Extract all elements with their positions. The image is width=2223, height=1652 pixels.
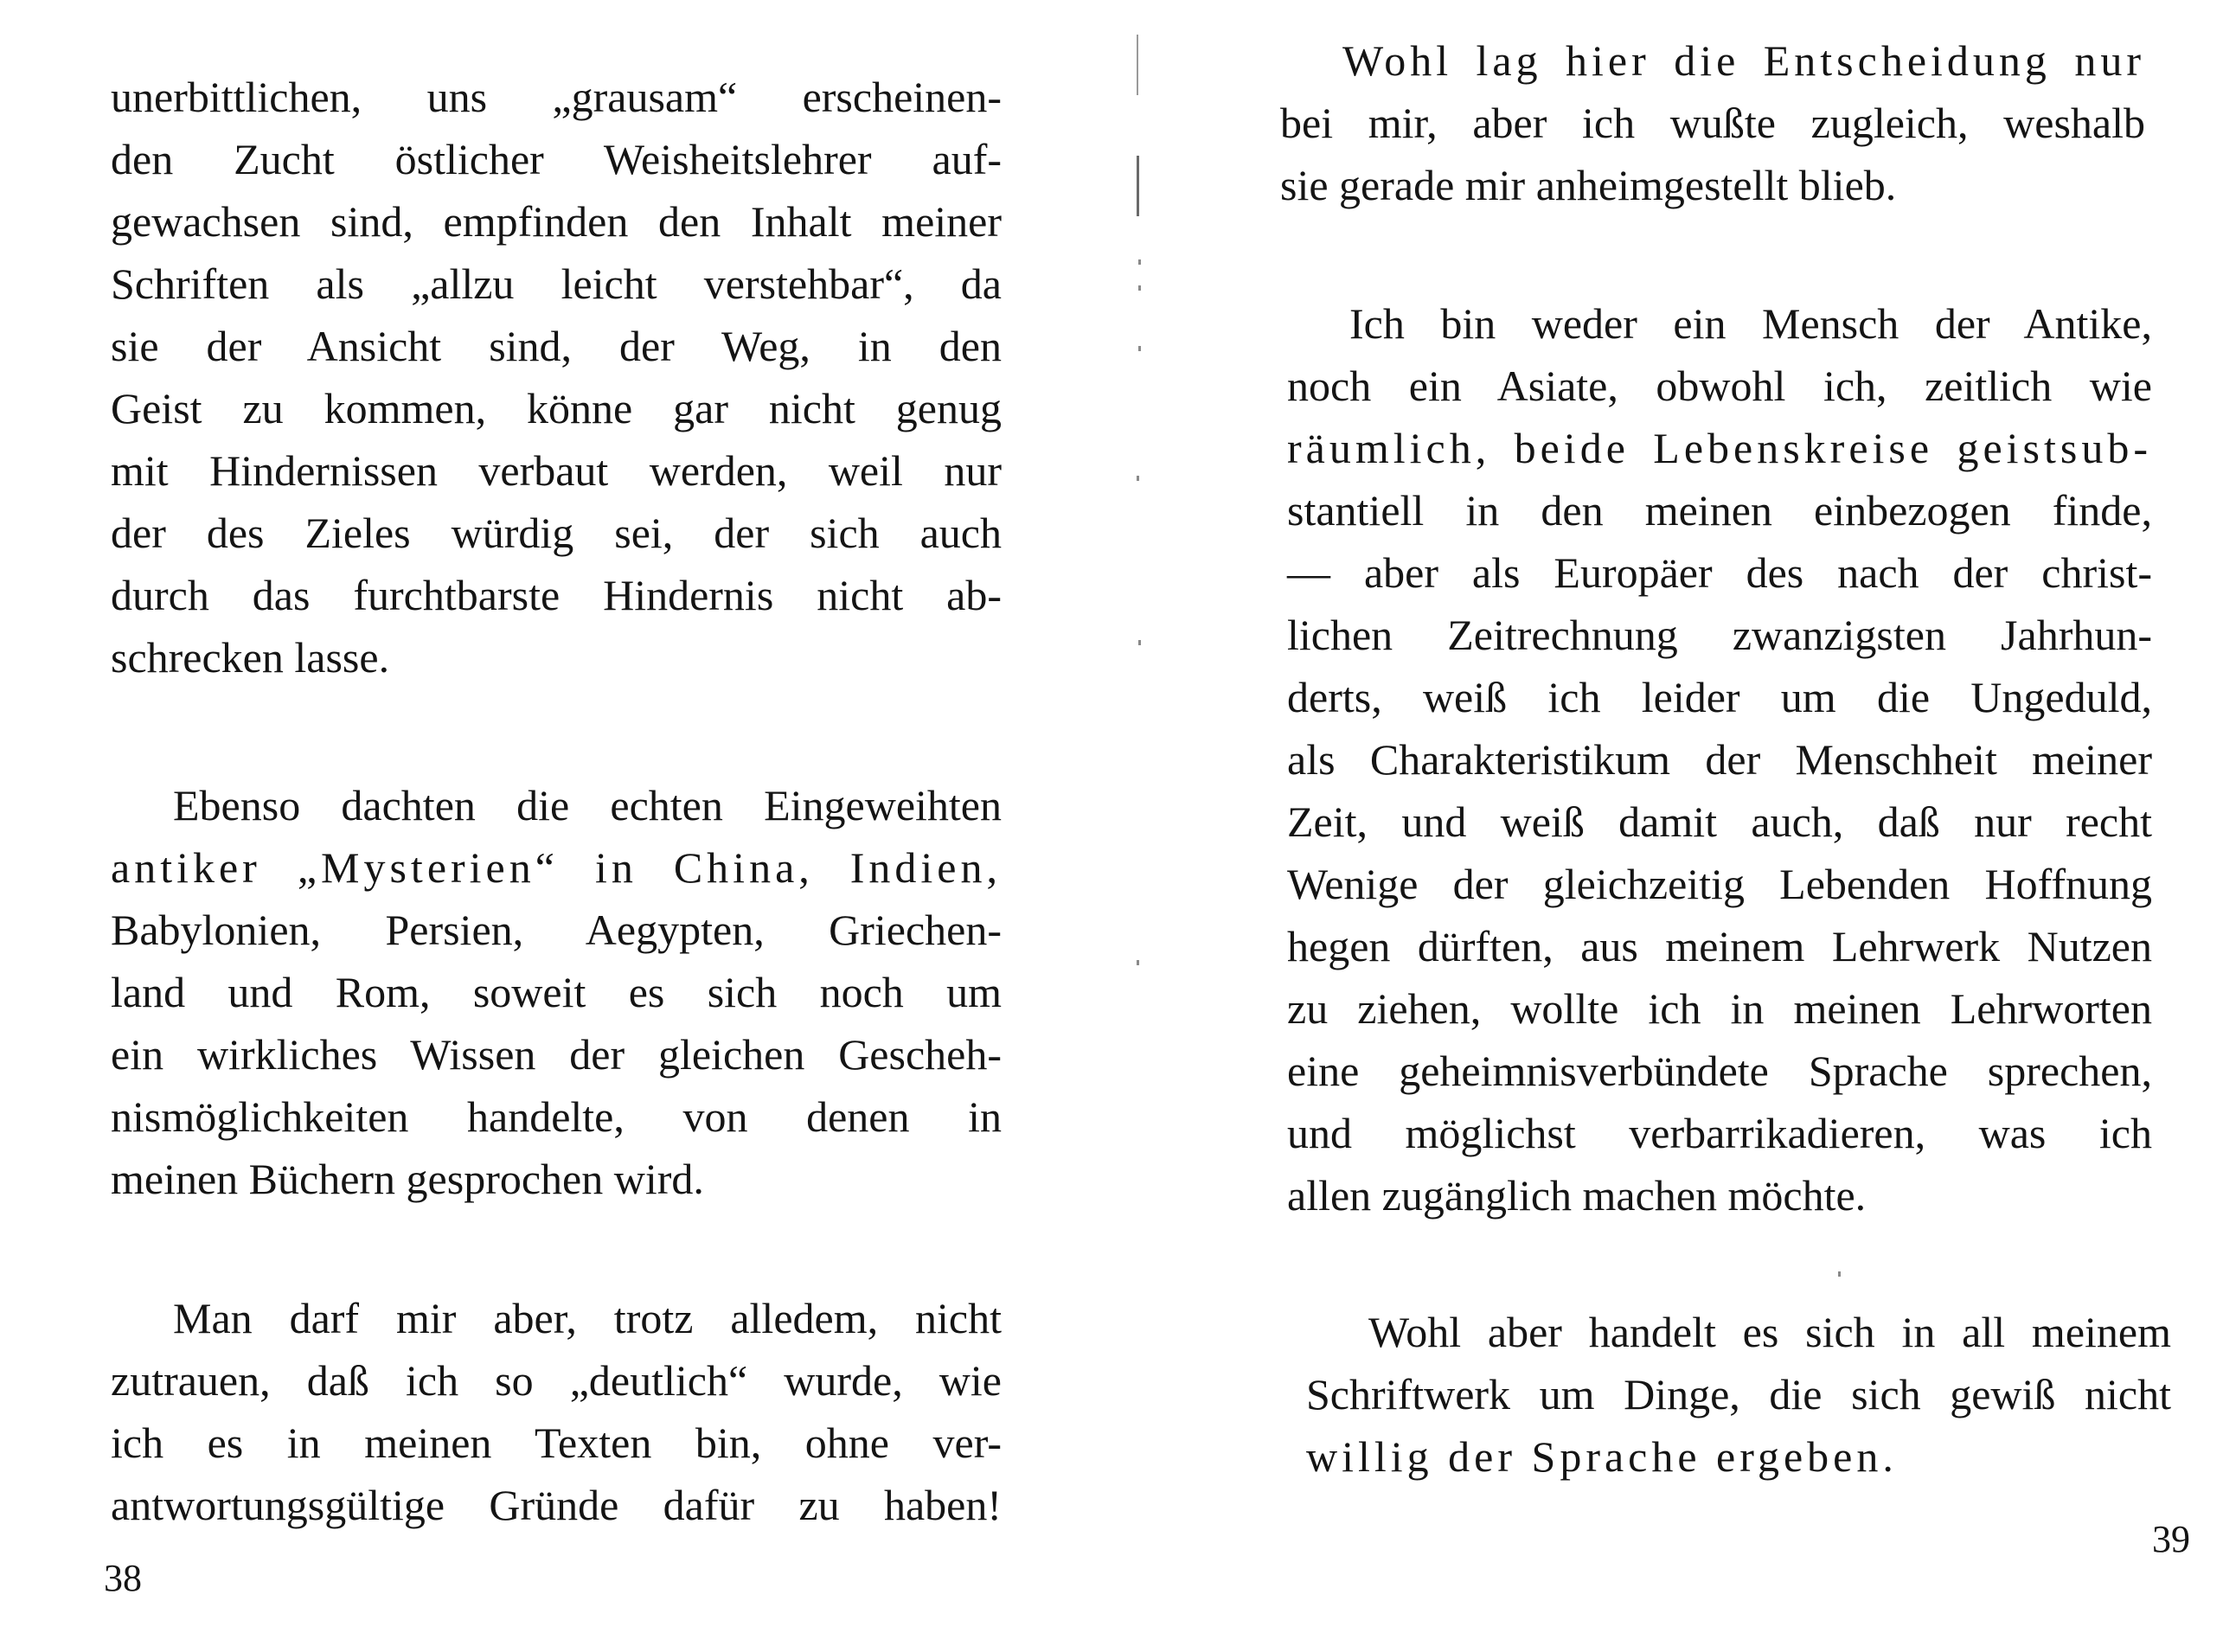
text-line: meinen Büchern gesprochen wird.	[111, 1155, 704, 1203]
text-line: als Charakteristikum der Menschheit meiner	[1287, 735, 2152, 784]
left-paragraph-1	[111, 66, 1002, 688]
text-line: und möglichst verbarrikadieren, was ich	[1287, 1109, 2152, 1157]
stray-dot	[1838, 1271, 1841, 1277]
text-line: Geist zu kommen, könne gar nicht genug	[111, 384, 1002, 432]
text-line: eine geheimnisverbündete Sprache sprechen,	[1287, 1047, 2152, 1095]
text-line: Man darf mir aber, trotz alledem, nicht	[173, 1294, 1002, 1342]
right-paragraph-2	[1287, 292, 2152, 1226]
text-line: sie der Ansicht sind, der Weg, in den	[111, 322, 1002, 370]
text-line: Wenige der gleichzeitig Lebenden Hoffnung	[1287, 860, 2152, 908]
text-line: derts, weiß ich leider um die Ungeduld,	[1287, 673, 2152, 721]
text-line: räumlich, beide Lebenskreise geistsub-	[1287, 424, 2152, 472]
text-line: willig der Sprache ergeben.	[1306, 1432, 1898, 1481]
left-paragraph-3	[111, 1287, 1002, 1536]
text-line: Babylonien, Persien, Aegypten, Griechen-	[111, 906, 1002, 954]
text-line: ein wirkliches Wissen der gleichen Gescheh-	[111, 1030, 1002, 1079]
page-number-left: 38	[104, 1557, 142, 1599]
text-line: sie gerade mir anheimgestellt blieb.	[1280, 161, 1897, 209]
text-line: antwortungsgültige Gründe dafür zu haben!	[111, 1481, 1002, 1529]
text-line: bei mir, aber ich wußte zugleich, weshalb	[1280, 99, 2145, 147]
text-line: Wohl lag hier die Entscheidung nur	[1342, 36, 2145, 85]
text-line: Zeit, und weiß damit auch, daß nur recht	[1287, 797, 2152, 846]
text-line: ich es in meinen Texten bin, ohne ver-	[111, 1418, 1002, 1467]
text-line: Wohl aber handelt es sich in all meinem	[1368, 1308, 2171, 1356]
text-line: antiker „Mysterien“ in China, Indien,	[111, 843, 1002, 892]
text-line: allen zugänglich machen möchte.	[1287, 1171, 1867, 1220]
text-line: mit Hindernissen verbaut werden, weil nur	[111, 446, 1002, 495]
right-paragraph-3	[1306, 1301, 2171, 1488]
right-page	[1124, 0, 2223, 1652]
text-line: durch das furchtbarste Hindernis nicht ab-	[111, 571, 1002, 619]
text-line: hegen dürften, aus meinem Lehrwerk Nutzen	[1287, 922, 2152, 970]
text-line: Ich bin weder ein Mensch der Antike,	[1349, 299, 2152, 348]
text-line: noch ein Asiate, obwohl ich, zeitlich wie	[1287, 362, 2152, 410]
text-line: Schriften als „allzu leicht verstehbar“, da	[111, 259, 1002, 308]
text-line: Ebenso dachten die echten Eingeweihten	[173, 781, 1002, 829]
left-paragraph-2	[111, 774, 1002, 1210]
text-line: der des Zieles würdig sei, der sich auch	[111, 509, 1002, 557]
right-paragraph-1	[1280, 29, 2145, 216]
text-line: unerbittlichen, uns „grausam“ erscheinen-	[111, 73, 1002, 121]
text-line: Schriftwerk um Dinge, die sich gewiß nicht	[1306, 1370, 2171, 1418]
text-line: schrecken lasse.	[111, 633, 390, 682]
text-line: zu ziehen, wollte ich in meinen Lehrworten	[1287, 984, 2152, 1033]
page-number-right: 39	[2152, 1518, 2190, 1560]
text-line: den Zucht östlicher Weisheitslehrer auf-	[111, 135, 1002, 183]
text-line: lichen Zeitrechnung zwanzigsten Jahrhun-	[1287, 611, 2152, 659]
text-line: nismöglichkeiten handelte, von denen in	[111, 1092, 1002, 1141]
text-line: stantiell in den meinen einbezogen finde,	[1287, 486, 2152, 535]
text-line: zutrauen, daß ich so „deutlich“ wurde, wie	[111, 1356, 1002, 1405]
text-line: gewachsen sind, empfinden den Inhalt meiner	[111, 197, 1002, 246]
text-line: land und Rom, soweit es sich noch um	[111, 968, 1002, 1016]
text-line: — aber als Europäer des nach der christ-	[1287, 548, 2152, 597]
